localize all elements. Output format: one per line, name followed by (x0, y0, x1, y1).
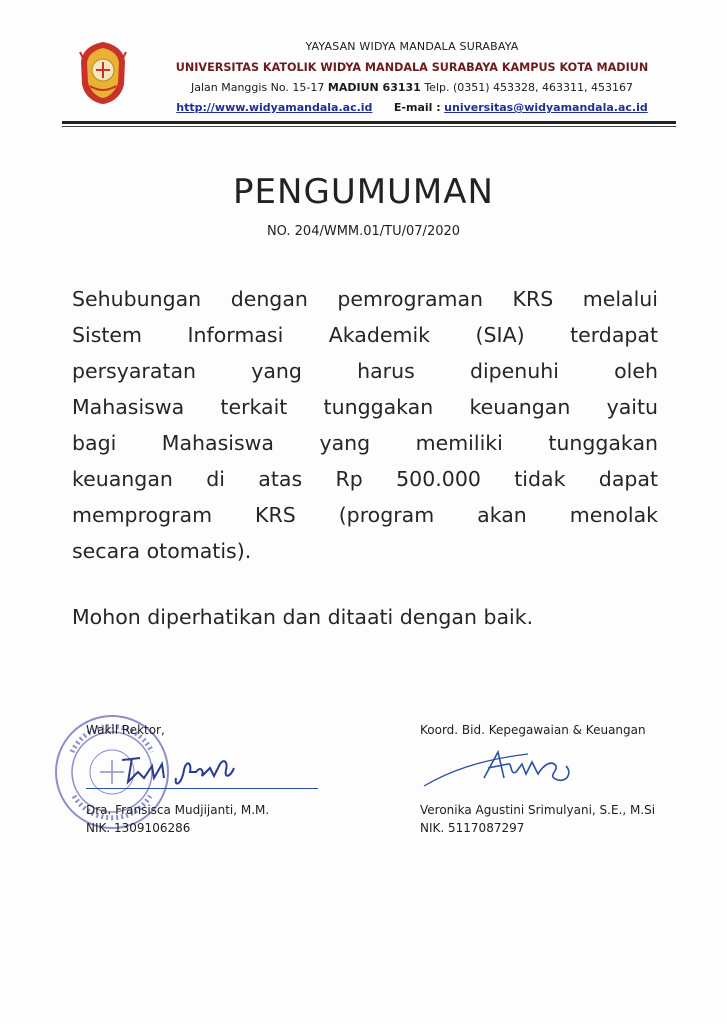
left-signature-line (86, 788, 318, 789)
body-line: secara otomatis). (72, 539, 252, 563)
address (172, 81, 652, 94)
address-city: MADIUN 63131 (327, 81, 421, 94)
right-signatory-name: Veronika Agustini Srimulyani, S.E., M.Si (420, 803, 656, 817)
body-line: bagi Mahasiswa yang memiliki tunggakan (72, 431, 658, 455)
right-signatory-nik: NIK. 5117087297 (420, 821, 525, 835)
university-logo-icon (78, 40, 128, 106)
left-signatory-name: Dra. Fransisca Mudjijanti, M.M. (86, 803, 270, 817)
letterhead-divider-thin (62, 126, 676, 127)
closing-statement: Mohon diperhatikan dan ditaati dengan baik. (72, 605, 534, 629)
right-signatory-role: Koord. Bid. Kepegawaian & Keuangan (420, 723, 646, 737)
document-number: NO. 204/WMM.01/TU/07/2020 (266, 224, 461, 239)
body-line: Mahasiswa terkait tunggakan keuangan yaitu (72, 395, 658, 419)
body-line: memprogram KRS (program akan menolak (72, 503, 658, 527)
left-signatory-role: Wakil Rektor, (86, 723, 165, 737)
body-line: Sehubungan dengan pemrograman KRS melalui (72, 287, 658, 311)
university-name: UNIVERSITAS KATOLIK WIDYA MANDALA SURABAYA KAMPUS KOTA MADIUN (175, 61, 649, 74)
left-signature-icon (118, 748, 278, 790)
contact-line (172, 101, 652, 114)
email-label: E-mail : (393, 101, 441, 114)
left-signatory-nik: NIK. 1309106286 (86, 821, 191, 835)
letterhead-divider (62, 121, 676, 124)
body-line: Sistem Informasi Akademik (SIA) terdapat (72, 323, 658, 347)
email-link[interactable]: universitas@widyamandala.ac.id (444, 101, 648, 114)
page-title: PENGUMUMAN (233, 172, 494, 212)
address-street: Jalan Manggis No. 15-17 (190, 81, 325, 94)
right-signature-icon (418, 742, 578, 790)
website-link[interactable]: http://www.widyamandala.ac.id (176, 101, 373, 114)
address-phone: Telp. (0351) 453328, 463311, 453167 (424, 81, 634, 94)
body-line: keuangan di atas Rp 500.000 tidak dapat (72, 467, 658, 491)
foundation-name: YAYASAN WIDYA MANDALA SURABAYA (305, 40, 519, 53)
body-line: persyaratan yang harus dipenuhi oleh (72, 359, 658, 383)
